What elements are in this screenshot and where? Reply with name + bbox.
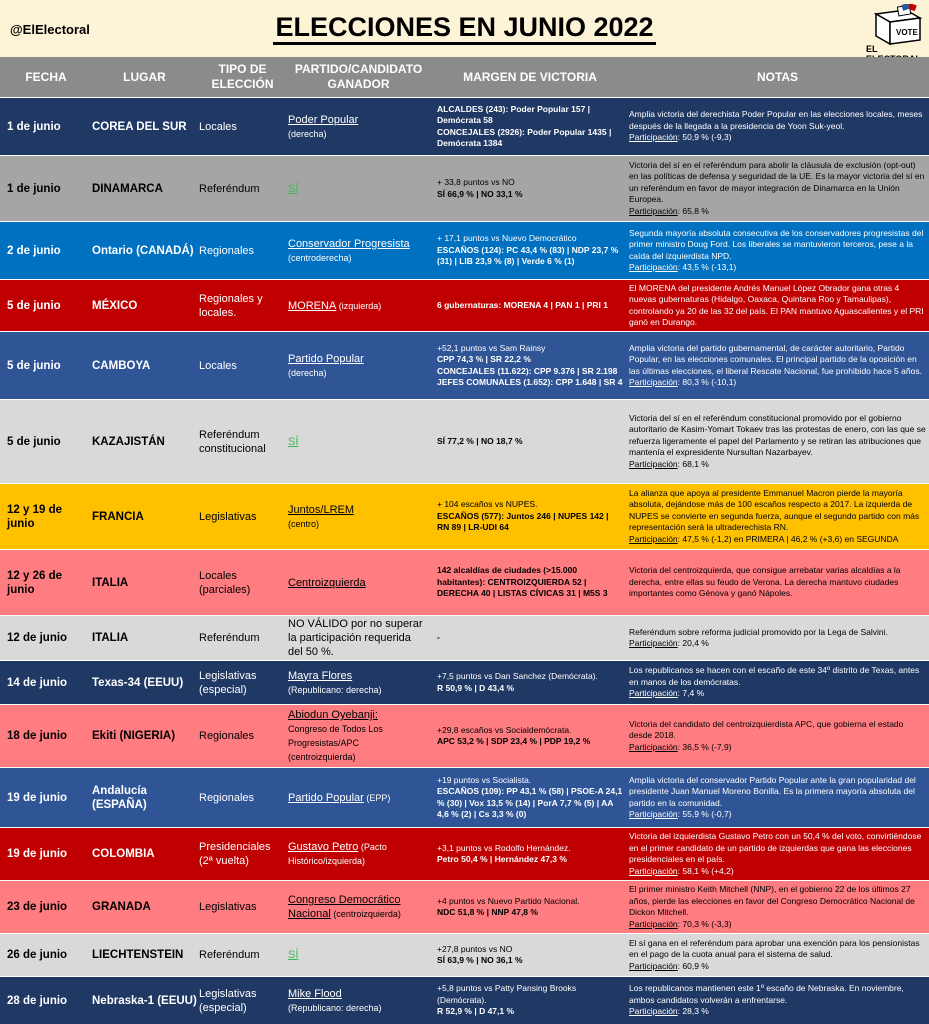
turnout-label: Participación: [629, 262, 678, 272]
margin-line: +29,8 escaños vs Socialdemócrata.: [437, 724, 572, 735]
turnout-value: : 58,1 % (+4,2): [677, 865, 734, 876]
table-row: [0, 279, 929, 331]
header-lugar: LUGAR: [123, 69, 166, 84]
turnout-value: : 55,9 % (-0,7): [677, 809, 732, 819]
row-lugar: Ekiti (NIGERIA): [92, 730, 176, 742]
turnout-label: Participación: [629, 205, 678, 216]
margin-line: R 50,9 % | D 43,4 %: [437, 682, 515, 693]
margin-line: ALCALDES (243): Poder Popular 157 | Demócrata 58: [437, 103, 591, 125]
row-partido: [288, 661, 426, 704]
row-tipo: Regionales: [199, 730, 255, 742]
row-partido: [288, 222, 426, 279]
row-notas: [629, 934, 926, 976]
margin-line: R 52,9 % | D 47,1 %: [437, 1006, 515, 1017]
row-margen: [437, 977, 623, 1024]
header-fecha: FECHA: [25, 69, 67, 84]
table-row: [0, 221, 929, 279]
margin-line: CONCEJALES (11.622): CPP 9.376 | SR 2.198: [437, 365, 618, 376]
turnout-value: : 43,5 % (-13,1): [677, 262, 737, 272]
turnout-label: Participación: [629, 809, 678, 819]
header-notas: NOTAS: [756, 69, 799, 84]
winner-name: Mayra Flores: [288, 669, 353, 682]
row-tipo: Legislativas: [199, 901, 257, 913]
table-row: [0, 704, 929, 767]
row-fecha: 1 de junio: [7, 120, 61, 133]
margin-line: JEFES COMUNALES (1.652): CPP 1.648 | SR 4: [437, 377, 623, 387]
winner-name: MORENA: [288, 299, 337, 312]
winner-name: Abiodun Oyebanji:: [288, 709, 378, 721]
row-fecha: 5 de junio: [7, 435, 61, 448]
row-lugar: ITALIA: [92, 632, 129, 644]
row-notas: [629, 828, 926, 880]
turnout-label: Participación: [629, 533, 678, 544]
turnout-label: Participación: [629, 960, 678, 971]
winner-name: Conservador Progresista: [288, 237, 410, 250]
row-margen: [437, 156, 623, 221]
note-text: Los republicanos se hacen con el escaño de este 34º distrito de Texas, antes en manos de los demócratas.: [629, 665, 920, 687]
row-lugar: MÉXICO: [92, 299, 138, 312]
row-tipo: Referéndum: [199, 182, 260, 195]
row-notas: [629, 616, 926, 660]
row-margen: [437, 661, 623, 704]
row-notas: [629, 977, 926, 1024]
row-partido: [288, 768, 426, 827]
turnout-label: Participación: [629, 688, 678, 699]
winner-name: Partido Popular: [288, 791, 364, 804]
top-banner: [0, 0, 929, 57]
row-notas: [629, 484, 926, 549]
row-notas: [629, 98, 926, 155]
row-lugar: GRANADA: [92, 901, 151, 913]
row-notas: [629, 661, 926, 704]
turnout-value: : 68,1 %: [677, 458, 709, 469]
twitter-handle: @ElElectoral: [10, 22, 90, 37]
table-row: [0, 399, 929, 483]
margin-line: SÍ 77,2 % | NO 18,7 %: [437, 435, 523, 446]
note-text: La alianza que apoya al presidente Emmanuel Macron pierde la mayoría absoluta, dejándose más de 100 escaños respecto a 2017. La izquierda de NUPES se convierte en segunda fuerza, aunque el segundo partido con más representación será la ultraderechista RN.: [629, 487, 920, 533]
row-partido: [288, 705, 426, 767]
row-fecha: 2 de junio: [7, 244, 61, 257]
turnout-label: Participación: [629, 132, 678, 143]
row-fecha: 28 de junio: [7, 994, 68, 1007]
row-partido: [288, 828, 426, 880]
row-lugar: DINAMARCA: [92, 182, 163, 195]
turnout-label: Participación: [629, 741, 678, 752]
turnout-value: : 28,3 %: [677, 1006, 709, 1017]
winner-name: Mike Flood: [288, 987, 342, 1000]
table-row: [0, 331, 929, 399]
row-margen: [437, 484, 623, 549]
table-row: [0, 483, 929, 549]
table-row: [0, 767, 929, 827]
turnout-value: : 47,5 % (-1,2) en PRIMERA | 46,2 % (+3,6) en SEGUNDA: [677, 533, 899, 544]
row-lugar: Nebraska-1 (EEUU): [92, 994, 197, 1007]
winner-name: Juntos/LREM: [288, 503, 355, 516]
header-margen: MARGEN DE VICTORIA: [463, 69, 597, 84]
row-fecha: 14 de junio: [7, 676, 68, 689]
turnout-label: Participación: [629, 377, 678, 387]
row-fecha: 5 de junio: [7, 359, 61, 372]
turnout-label: Participación: [629, 1006, 678, 1017]
turnout-value: : 70,3 % (-3,3): [677, 918, 732, 929]
row-tipo: Legislativas: [199, 510, 257, 523]
row-lugar: Ontario (CANADÁ): [92, 244, 194, 257]
margin-line: ESCAÑOS (124): PC 43,4 % (83) | NDP 23,7 % (31) | LIB 23,9 % (8) | Verde 6 % (1): [437, 244, 619, 267]
row-tipo: Referéndum: [199, 632, 260, 644]
winner-ideology: (centroderecha): [288, 252, 352, 263]
header-partido: PARTIDO/CANDIDATO GANADOR: [294, 62, 423, 91]
row-tipo: Regionales: [199, 244, 255, 257]
row-margen: [437, 280, 623, 331]
margin-line: -: [437, 632, 440, 643]
note-text: Victoria del centroizquierda, que consigue arrebatar varias alcaldías a la derecha, entre ellas su feudo de Verona. La derecha mantuvo ciudades importantes como Génova y ganó Nápoles.: [629, 565, 901, 599]
row-notas: [629, 222, 926, 279]
winner-ideology: (EPP): [363, 792, 391, 803]
turnout-value: : 20,4 %: [677, 638, 709, 648]
margin-line: SÍ 66,9 % | NO 33,1 %: [437, 188, 523, 199]
margin-line: CPP 74,3 % | SR 22,2 %: [437, 354, 531, 364]
winner-name: SÍ: [288, 435, 299, 448]
table-row: [0, 155, 929, 221]
row-notas: [629, 280, 926, 331]
winner-name: SÍ: [288, 949, 299, 961]
row-fecha: 12 y 26 de junio: [7, 569, 62, 596]
turnout-value: : 36,5 % (-7,9): [677, 741, 732, 752]
margin-line: +27,8 puntos vs NO: [437, 943, 513, 954]
title-text: ELECCIONES EN JUNIO 2022: [273, 12, 655, 45]
margin-line: +4 puntos vs Nuevo Partido Nacional.: [437, 895, 580, 906]
turnout-value: : 60,9 %: [677, 960, 709, 971]
table-row: [0, 976, 929, 1024]
row-partido: [288, 616, 426, 660]
row-notas: [629, 156, 926, 221]
note-text: Segunda mayoría absoluta consecutiva de los conservadores progresistas del primer ministro Doug Ford. Los liberales se mantuvieron terceros, pese a la caída del izquierdista NPD.: [629, 227, 924, 261]
row-tipo: Legislativas (especial): [199, 669, 257, 696]
row-fecha: 23 de junio: [7, 901, 68, 913]
note-text: Amplia victoria del partido gubernamental, de carácter autoritario, Partido Popular, en las elecciones comunales. El principal partido de la oposición en las últimas elecciones, el liberal Rescate Nacional, fue prohibido hace 5 años.: [629, 342, 922, 376]
margin-line: +52,1 puntos vs Sam Rainsy: [437, 342, 546, 353]
row-tipo: Locales (parciales): [199, 569, 251, 596]
row-fecha: 18 de junio: [7, 730, 68, 742]
turnout-label: Participación: [629, 638, 678, 648]
row-tipo: Referéndum constitucional: [199, 428, 266, 455]
row-notas: [629, 705, 926, 767]
note-text: Amplia victoria del derechista Poder Popular en las elecciones locales, meses después de la llegada a la presidencia de Yoon Suk-yeol.: [629, 109, 923, 131]
row-partido: [288, 400, 426, 483]
margin-line: APC 53,2 % | SDP 23,4 % | PDP 19,2 %: [437, 736, 591, 746]
row-fecha: 1 de junio: [7, 182, 61, 195]
page-title: [0, 12, 929, 43]
winner-ideology: (Pacto Histórico/izquierda): [288, 842, 387, 866]
note-text: El sí gana en el referéndum para aprobar una exención para los pensionistas en el pago de la cuota anual para el sistema de salud.: [629, 937, 920, 960]
margin-line: + 104 escaños vs NUPES.: [437, 499, 538, 510]
turnout-value: : 50,9 % (-9,3): [677, 132, 732, 143]
winner-name: SÍ: [288, 182, 299, 195]
row-partido: [288, 977, 426, 1024]
turnout-value: : 7,4 %: [677, 688, 705, 699]
row-margen: [437, 705, 623, 767]
note-text: Referéndum sobre reforma judicial promovido por la Lega de Salvini.: [629, 626, 888, 637]
winner-ideology: (Republicano: derecha): [288, 1002, 382, 1013]
table-row: [0, 97, 929, 155]
winner-ideology: (derecha): [288, 128, 327, 139]
row-margen: [437, 616, 623, 660]
note-text: Victoria del izquierdista Gustavo Petro con un 50,4 % del voto, convirtiéndose en el primer candidato de un partido de izquierdas que gana las elecciones presidenciales en el país.: [629, 831, 922, 864]
winner-ideology: (centro): [288, 518, 320, 529]
note-text: Victoria del candidato del centroizquierdista APC, que gobierna el estado desde 2018.: [629, 718, 904, 741]
svg-text:VOTE: VOTE: [896, 28, 918, 37]
winner-ideology: (derecha): [288, 367, 327, 378]
note-text: Victoria del sí en el referéndum para abolir la cláusula de exclusión (opt-out) en las políticas de defensa y seguridad de la UE. Es la mayor victoria del sí en un referéndum en favor de mayor integración de Dinamarca en la Unión Europea.: [629, 159, 925, 205]
table-row: [0, 933, 929, 976]
margin-line: 142 alcaldías de ciudades (>15.000 habitantes): CENTROIZQUIERDA 52 | DERECHA 40 | LISTAS CÍVICAS 31 | M5S 3: [437, 565, 608, 599]
brand-name: EL: [866, 44, 878, 54]
row-partido: [288, 156, 426, 221]
row-margen: [437, 934, 623, 976]
row-margen: [437, 828, 623, 880]
row-margen: [437, 768, 623, 827]
turnout-value: : 80,3 % (-10,1): [677, 377, 737, 387]
row-fecha: 19 de junio: [7, 848, 68, 860]
margin-line: SÍ 63,9 % | NO 36,1 %: [437, 955, 523, 965]
note-text: El primer ministro Keith Mitchell (NNP), en el gobierno 22 de los últimos 27 años, pierde las elecciones en favor del Congreso Democrático Nacional de Dickon Mitchell.: [629, 884, 915, 917]
row-notas: [629, 332, 926, 399]
note-text: Los republicanos mantienen este 1º escaño de Nebraska. En noviembre, ambos candidatos volverán a enfrentarse.: [629, 983, 904, 1005]
margin-line: ESCAÑOS (577): Juntos 246 | NUPES 142 | RN 89 | LR-UDI 64: [437, 510, 609, 533]
margin-line: +7,5 puntos vs Dan Sanchez (Demócrata).: [437, 671, 598, 681]
row-tipo: Locales: [199, 359, 237, 372]
margin-line: Petro 50,4 % | Hernández 47,3 %: [437, 854, 567, 864]
row-notas: [629, 400, 926, 483]
table-row: [0, 880, 929, 933]
row-partido: [288, 881, 426, 933]
row-lugar: LIECHTENSTEIN: [92, 949, 184, 961]
winner-ideology: (centroizquierda): [330, 909, 401, 919]
margin-line: + 17,1 puntos vs Nuevo Democrático: [437, 233, 577, 244]
row-tipo: Regionales: [199, 791, 255, 804]
row-fecha: 12 y 19 de junio: [7, 503, 62, 530]
table-header: [0, 57, 929, 97]
turnout-label: Participación: [629, 918, 678, 929]
row-tipo: Referéndum: [199, 949, 260, 961]
row-margen: [437, 550, 623, 615]
row-fecha: 5 de junio: [7, 299, 61, 312]
row-tipo: Regionales y locales.: [199, 292, 263, 319]
row-lugar: COLOMBIA: [92, 848, 155, 860]
row-notas: [629, 881, 926, 933]
row-notas: [629, 768, 926, 827]
row-lugar: COREA DEL SUR: [92, 120, 187, 133]
row-partido: [288, 550, 426, 615]
row-lugar: CAMBOYA: [92, 359, 151, 372]
row-fecha: 19 de junio: [7, 791, 68, 804]
row-fecha: 12 de junio: [7, 632, 68, 644]
winner-ideology: Congreso de Todos Los Progresistas/APC (centroizquierda): [288, 724, 383, 762]
row-notas: [629, 550, 926, 615]
row-tipo: Presidenciales (2ª vuelta): [199, 841, 271, 867]
winner-name: Centroizquierda: [288, 576, 366, 589]
row-partido: [288, 98, 426, 155]
table-row: [0, 827, 929, 880]
row-margen: [437, 400, 623, 483]
row-partido: [288, 934, 426, 976]
margin-line: +5,8 puntos vs Patty Pansing Brooks (Demócrata).: [437, 983, 577, 1005]
margin-line: +19 puntos vs Socialista.: [437, 774, 532, 785]
turnout-value: : 65,8 %: [677, 205, 709, 216]
row-lugar: Andalucía (ESPAÑA): [92, 784, 147, 811]
row-partido: [288, 280, 426, 331]
row-partido: [288, 484, 426, 549]
table-row: [0, 549, 929, 615]
row-partido: [288, 332, 426, 399]
row-lugar: Texas-34 (EEUU): [92, 676, 184, 689]
turnout-label: Participación: [629, 865, 678, 876]
margin-line: 6 gubernaturas: MORENA 4 | PAN 1 | PRI 1: [437, 299, 609, 310]
note-text: Victoria del sí en el referéndum constitucional promovido por el gobierno autoritario de Kasim-Yomart Tokaev tras las protestas de enero, con las que se refuerza ligeramente el papel del Parlamento y se retiran las atribuciones que mantenía el expresidente Nursultan Nazarbayev.: [629, 412, 926, 458]
margin-line: CONCEJALES (2926): Poder Popular 1435 | Demócrata 1384: [437, 126, 612, 148]
row-fecha: 26 de junio: [7, 949, 68, 961]
row-tipo: Locales: [199, 120, 237, 133]
row-lugar: FRANCIA: [92, 510, 144, 523]
row-tipo: Legislativas (especial): [199, 987, 257, 1014]
margin-line: NDC 51,8 % | NNP 47,8 %: [437, 907, 538, 917]
note-text: El MORENA del presidente Andrés Manuel López Obrador gana otras 4 nuevas gubernaturas (Hidalgo, Oaxaca, Quintana Roo y Tamaulipas), controlando ya 20 de las 32 del país. El PAN mantuvo Aguascalientes y el PRI ganó en Durango.: [629, 282, 924, 327]
turnout-label: Participación: [629, 458, 678, 469]
margin-line: ESCAÑOS (109): PP 43,1 % (58) | PSOE-A 24,1 % (30) | Vox 13,5 % (14) | PorA 7,7 % (5) | AA 4,6 % (2) | Cs 3,3 % (0): [437, 786, 623, 819]
header-tipo: TIPO DE ELECCIÓN: [211, 62, 274, 91]
margin-line: +3,1 puntos vs Rodolfo Hernández.: [437, 842, 571, 853]
row-margen: [437, 332, 623, 399]
note-text: Amplia victoria del conservador Partido Popular ante la gran popularidad del presidente Juan Manuel Moreno Bonilla. Es la primera mayoría absoluta del partido en la comunidad.: [629, 774, 916, 808]
winner-name: Partido Popular: [288, 352, 364, 365]
winner-name: Gustavo Petro: [288, 841, 359, 853]
row-lugar: ITALIA: [92, 576, 129, 589]
row-lugar: KAZAJISTÁN: [92, 435, 165, 448]
winner-name: Poder Popular: [288, 113, 359, 126]
winner-ideology: (Republicano: derecha): [288, 684, 382, 695]
table-row: [0, 660, 929, 704]
row-margen: [437, 98, 623, 155]
winner-ideology: (izquierda): [336, 300, 382, 311]
table-row: [0, 615, 929, 660]
winner-name: Congreso Democrático Nacional: [288, 894, 401, 920]
row-margen: [437, 881, 623, 933]
winner-name: NO VÁLIDO por no superar la participación requerida del 50 %.: [288, 618, 423, 658]
row-margen: [437, 222, 623, 279]
margin-line: + 33,8 puntos vs NO: [437, 177, 515, 187]
